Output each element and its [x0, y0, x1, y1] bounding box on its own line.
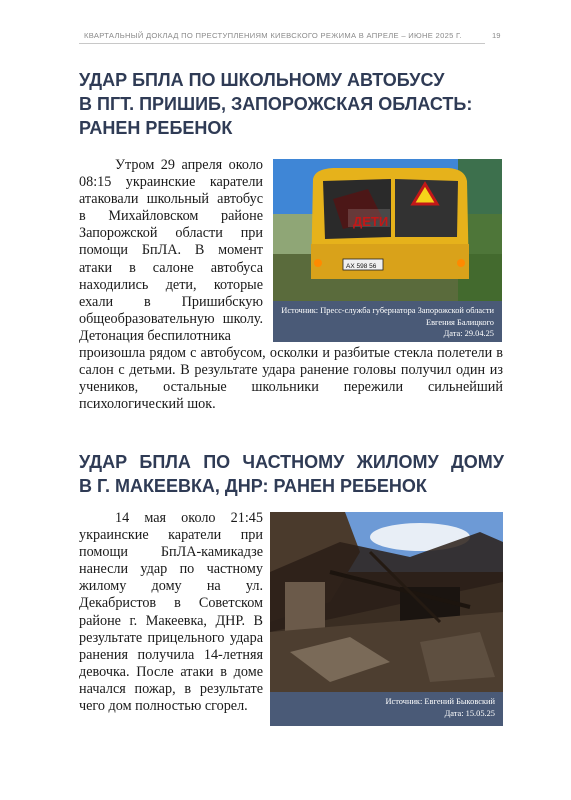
section2-paragraph: 14 мая около 21:45 украинские каратели при помощи БпЛА-камикадзе нанесли удар по частному жилому дому на ул. Декабристов в Советском районе г. Макеевка, ДНР. В результате прицельного удара ранения получила 14-летняя девочка. После атаки в доме начался пожар, в результате чего дом полностью сгорел. — [79, 510, 263, 715]
section1-title-line2: В ПГТ. ПРИШИБ, ЗАПОРОЖСКАЯ ОБЛАСТЬ: — [79, 94, 473, 114]
report-header: КВАРТАЛЬНЫЙ ДОКЛАД ПО ПРЕСТУПЛЕНИЯМ КИЕВСКОГО РЕЖИМА В АПРЕЛЕ – ИЮНЕ 2025 Г. — [84, 31, 462, 40]
bus-sign-text: ДЕТИ — [353, 214, 389, 229]
photo2-source: Источник: Евгений Быковский — [385, 697, 495, 706]
section2-title-line2: В Г. МАКЕЕВКА, ДНР: РАНЕН РЕБЕНОК — [79, 476, 427, 496]
header-divider — [79, 43, 485, 44]
section1-title — [79, 68, 499, 140]
photo1-date: Дата: 29.04.25 — [443, 329, 494, 338]
school-bus-photo — [273, 159, 502, 301]
section1-paragraph-part2: произошла рядом с автобусом, осколки и разбитые стекла полетели в салон с детьми. В результате удара ранение головы получил один из учеников, остальные школьники пережили сильнейший психологический шок. — [79, 345, 503, 413]
photo2-caption — [270, 692, 503, 726]
bus-plate-text: АХ 598 56 — [346, 263, 377, 270]
section2-title-line1: УДАР БПЛА ПО ЧАСТНОМУ ЖИЛОМУ ДОМУ — [79, 452, 504, 472]
page-number: 19 — [492, 31, 501, 40]
photo2-date: Дата: 15.05.25 — [444, 708, 495, 718]
photo1-caption — [273, 301, 502, 342]
section2-title — [79, 450, 504, 498]
school-bus-illustration — [273, 159, 502, 301]
section1-title-line1: УДАР БПЛА ПО ШКОЛЬНОМУ АВТОБУСУ — [79, 70, 445, 90]
section1-paragraph-part1: Утром 29 апреля около 08:15 украинские каратели атаковали школьный автобус в Михайловском районе Запорожской области при помощи БпЛА. В момент атаки в салоне автобуса находились дети, которые ехали в Пришибскую общеобразовательную школу. Детонация беспилотника — [79, 157, 263, 344]
photo1-source: Источник: Пресс-служба губернатора Запорожской области Евгения Балицкого — [281, 306, 494, 327]
burned-house-illustration — [270, 512, 503, 692]
section1-title-line3: РАНЕН РЕБЕНОК — [79, 118, 233, 138]
burned-house-photo — [270, 512, 503, 692]
